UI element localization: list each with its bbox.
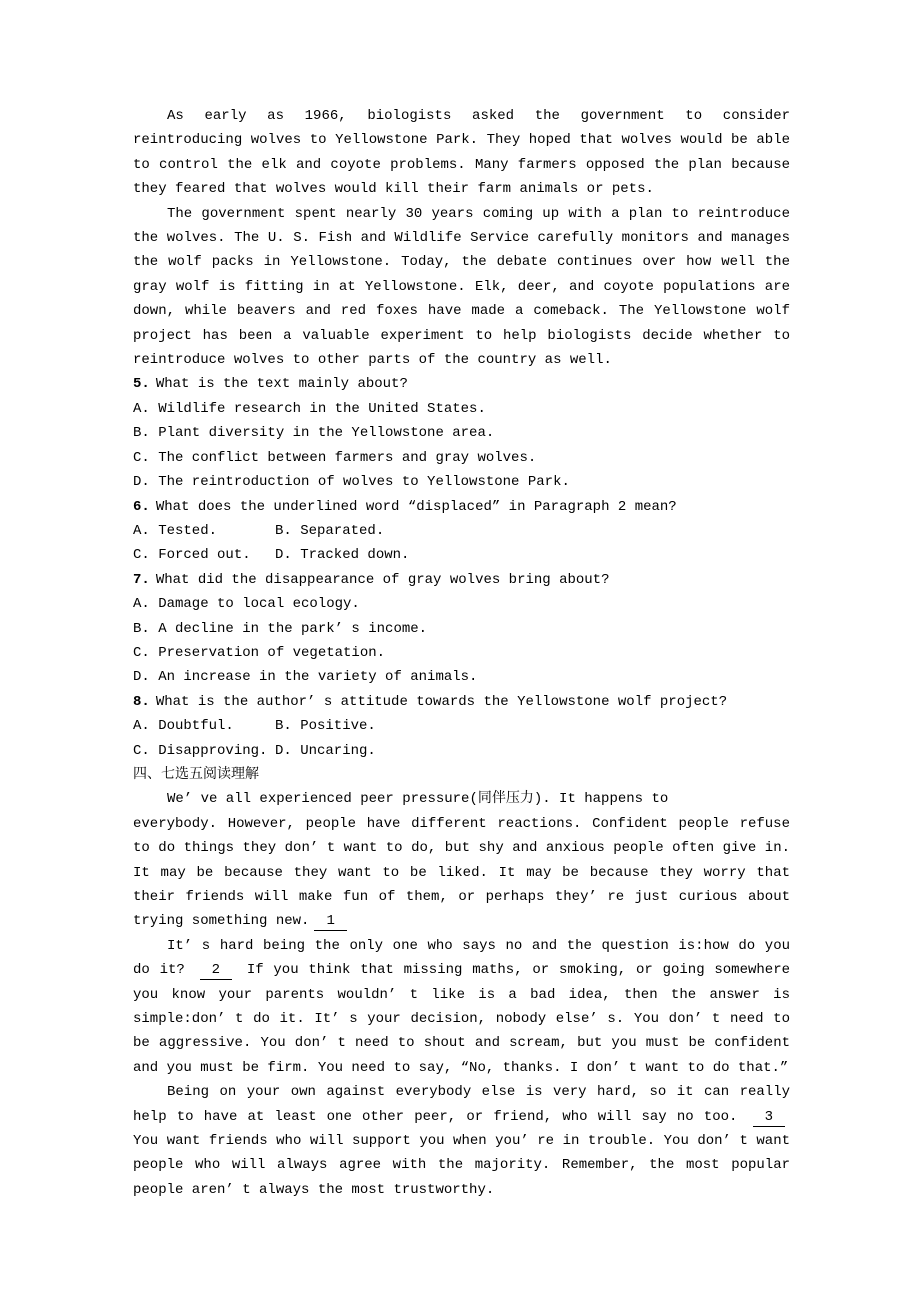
question-7-text: What did the disappearance of gray wolves bring about? — [155, 571, 610, 588]
question-8-text: What is the author’ s attitude towards the Yellowstone wolf project? — [155, 693, 728, 710]
question-8-number: 8. — [133, 693, 150, 710]
question-8-options-row-2 — [133, 739, 790, 763]
question-7-option-b: B. A decline in the park’ s income. — [133, 620, 428, 637]
question-5-option-b: B. Plant diversity in the Yellowstone area. — [133, 425, 495, 442]
blank-3: 3 — [753, 1109, 785, 1127]
question-7-number: 7. — [133, 571, 150, 588]
question-8-option-d: D. Uncaring. — [275, 742, 376, 759]
question-6-option-a: A. Tested. — [133, 522, 218, 539]
question-5-option-a: A. Wildlife research in the United States. — [133, 400, 486, 417]
question-5-text: What is the text mainly about? — [155, 376, 408, 393]
question-6 — [133, 495, 790, 519]
passage-peer-pressure-paragraph-3 — [133, 1080, 790, 1202]
passage-peer-pressure-paragraph-1 — [133, 787, 790, 933]
peer-paragraph-1-rest: everybody. However, people have different reactions. Confident people refuse to do things they don’ t want to do, but shy and anxious people often give in. It may be because they want to be liked. It may be because they worry that their friends will make fun of them, or perhaps they’ re just curious about trying something new. — [133, 815, 790, 930]
passage-wolves-paragraph-1: As early as 1966, biologists asked the government to consider reintroducing wolves to Yellowstone Park. They hoped that wolves would be able to control the elk and coyote problems. Many farmers opposed the plan because they feared that wolves would kill their farm animals or pets. — [133, 108, 790, 198]
question-5-option-c: C. The conflict between farmers and gray wolves. — [133, 449, 537, 466]
question-7-option-a: A. Damage to local ecology. — [133, 596, 360, 613]
blank-2: 2 — [200, 962, 232, 980]
question-8 — [133, 690, 790, 714]
question-8-options-row-1 — [133, 714, 790, 738]
question-6-options-row-2 — [133, 543, 790, 567]
question-7-option-c: C. Preservation of vegetation. — [133, 644, 386, 661]
question-6-option-d: D. Tracked down. — [275, 547, 410, 564]
peer-paragraph-2-part-2: If you think that missing maths, or smoking, or going somewhere you know your parents wouldn’ t like is a bad idea, then the answer is simple:don’ t do it. It’ s your decision, nobody else’ s. You don’ t need to be aggressive. You don’ t need to shout and scream, but you must be confident and you must be firm. You need to say, “No, thanks. I don’ t want to do that.” — [133, 962, 790, 1076]
passage-wolves-paragraph-2: The government spent nearly 30 years coming up with a plan to reintroduce the wolves. The U. S. Fish and Wildlife Service carefully monitors and manages the wolf packs in Yellowstone. Today, the debate continues over how well the gray wolf is fitting in at Yellowstone. Elk, deer, and coyote populations are down, while beavers and red foxes have made a comeback. The Yellowstone wolf project has been a valuable experiment to help biologists decide whether to reintroduce wolves to other parts of the country as well. — [133, 205, 790, 369]
question-5 — [133, 372, 790, 396]
question-5-option-d: D. The reintroduction of wolves to Yellowstone Park. — [133, 474, 570, 491]
peer-paragraph-3-part-2: You want friends who will support you when you’ re in trouble. You don’ t want people who will always agree with the majority. Remember, the most popular people aren’ t always the most trustworthy. — [133, 1133, 790, 1198]
question-6-option-b: B. Separated. — [275, 522, 385, 539]
peer-paragraph-2-part-1: It’ s hard being the only one who says no and the question is:how do you do it? — [133, 937, 790, 979]
question-7-option-d: D. An increase in the variety of animals. — [133, 669, 478, 686]
peer-paragraph-1-line-1: We’ ve all experienced peer pressure(同伴压力). It happens to — [167, 791, 669, 808]
passage-peer-pressure-paragraph-2 — [133, 934, 790, 1080]
question-5-number: 5. — [133, 376, 150, 393]
question-6-option-c: C. Forced out. — [133, 547, 251, 564]
question-6-number: 6. — [133, 498, 150, 515]
blank-1: 1 — [314, 913, 346, 931]
question-6-options-row-1 — [133, 519, 790, 543]
question-8-option-a: A. Doubtful. — [133, 718, 234, 735]
question-8-option-c: C. Disapproving. — [133, 742, 268, 759]
question-6-text: What does the underlined word “displaced” in Paragraph 2 mean? — [155, 498, 677, 515]
question-7 — [133, 568, 790, 592]
section-heading-cloze: 四、七选五阅读理解 — [133, 766, 259, 783]
question-8-option-b: B. Positive. — [275, 718, 376, 735]
peer-paragraph-3-part-1: Being on your own against everybody else is very hard, so it can really help to have at least one other peer, or friend, who will say no too. — [133, 1084, 790, 1125]
